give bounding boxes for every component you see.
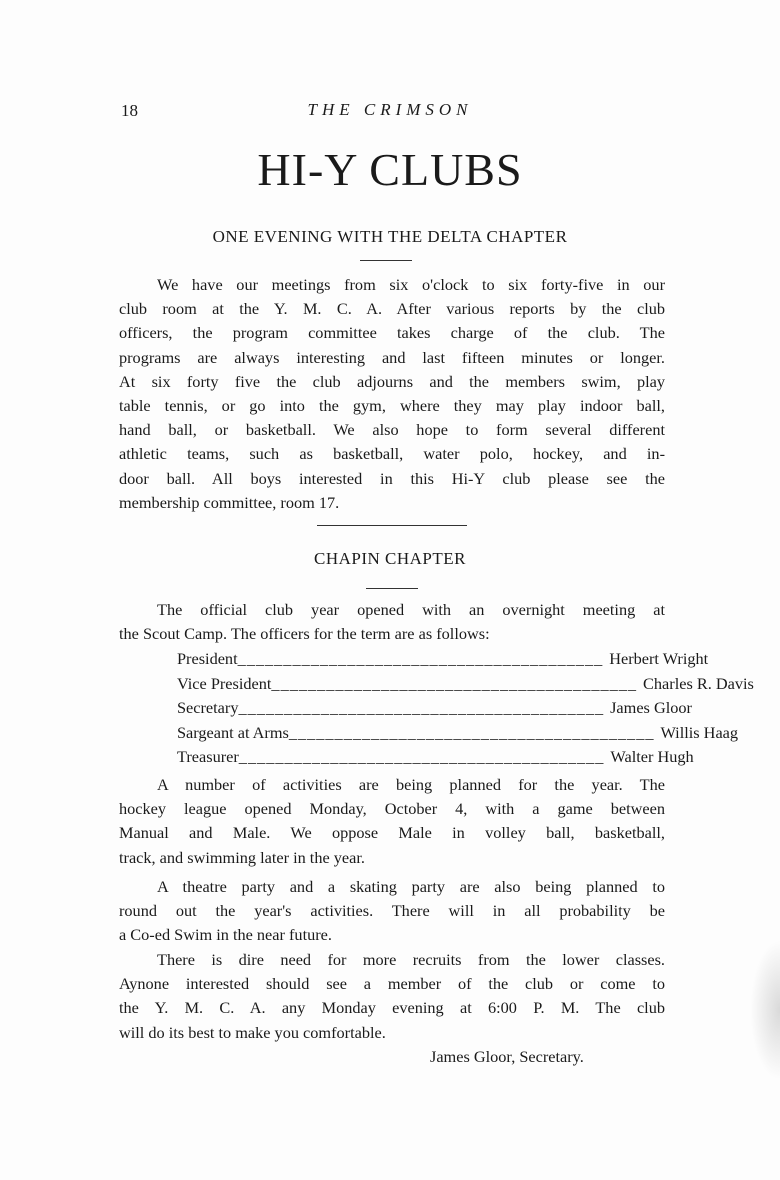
officer-title: Sargeant at Arms	[177, 722, 289, 742]
text-line: hockey league opened Monday, October 4, with a game between	[119, 799, 665, 819]
text-line: At six forty five the club adjourns and the members swim, play	[119, 371, 665, 391]
delta-paragraph	[119, 273, 665, 515]
officer-name: Charles R. Davis	[643, 673, 754, 693]
officer-row	[177, 745, 694, 770]
officers-list	[177, 647, 754, 770]
text-line: membership committee, room 17.	[119, 492, 340, 512]
text-line: A theatre party and a skating party are also being planned to	[157, 877, 665, 896]
section-heading-delta: ONE EVENING WITH THE DELTA CHAPTER	[212, 227, 568, 246]
officer-title: Vice President	[177, 673, 272, 693]
dot-leader: ________________________________________	[288, 722, 655, 742]
officer-title: President	[177, 649, 238, 668]
text-line: hand ball, or basketball. We also hope to form several different	[119, 420, 665, 440]
dot-leader: ________________________________________	[238, 747, 605, 766]
officer-name: Willis Haag	[660, 722, 739, 742]
officer-name: Walter Hugh	[610, 747, 694, 766]
text-line: programs are always interesting and last fifteen minutes or longer.	[119, 347, 665, 367]
section-heading-chapin: CHAPIN CHAPTER	[314, 549, 466, 568]
running-title: THE CRIMSON	[307, 100, 473, 119]
text-line: officers, the program committee takes charge of the club. The	[119, 323, 665, 343]
section-divider	[317, 525, 467, 526]
officer-title: Treasurer	[177, 747, 239, 766]
short-divider	[366, 588, 418, 589]
signature: James Gloor, Secretary.	[430, 1047, 584, 1066]
text-line: door ball. All boys interested in this Hi-Y club please see the	[119, 468, 665, 488]
text-line: Aynone interested should see a member of the club or come to	[119, 974, 665, 994]
officer-name: James Gloor	[610, 698, 692, 717]
text-line: a Co-ed Swim in the near future.	[119, 925, 332, 945]
officer-row	[177, 696, 692, 721]
officer-name: Herbert Wright	[609, 649, 709, 668]
text-line: We have our meetings from six o'clock to six forty-five in our	[157, 275, 665, 294]
officer-title: Secretary	[177, 698, 239, 717]
text-line: There is dire need for more recruits from the lower classes.	[157, 950, 665, 969]
short-divider	[360, 260, 412, 261]
text-line: Manual and Male. We oppose Male in volley ball, basketball,	[119, 823, 665, 843]
text-line: table tennis, or go into the gym, where they may play indoor ball,	[119, 396, 665, 416]
text-line: The official club year opened with an overnight meeting at	[157, 600, 665, 619]
officer-row	[177, 672, 754, 697]
text-line: the Scout Camp. The officers for the term are as follows:	[119, 624, 490, 644]
text-line: the Y. M. C. A. any Monday evening at 6:00 P. M. The club	[119, 998, 665, 1018]
text-line: athletic teams, such as basketball, water polo, hockey, and in-	[119, 444, 665, 464]
text-line: club room at the Y. M. C. A. After various reports by the club	[119, 299, 665, 319]
officer-row	[177, 647, 709, 672]
parties-paragraph	[119, 875, 665, 948]
text-line: round out the year's activities. There will in all probability be	[119, 901, 665, 921]
recruits-paragraph	[119, 948, 665, 1045]
article-title: HI-Y CLUBS	[257, 144, 523, 195]
page-smudge	[750, 940, 780, 1080]
chapin-intro	[119, 598, 665, 646]
page-number: 18	[121, 101, 138, 120]
officer-row	[177, 721, 739, 746]
activities-paragraph	[119, 773, 665, 870]
dot-leader: ________________________________________	[271, 673, 638, 693]
dot-leader: ________________________________________	[238, 698, 605, 717]
dot-leader: ________________________________________	[237, 649, 604, 668]
text-line: track, and swimming later in the year.	[119, 847, 365, 867]
text-line: A number of activities are being planned for the year. The	[157, 775, 665, 794]
text-line: will do its best to make you comfortable.	[119, 1022, 386, 1042]
